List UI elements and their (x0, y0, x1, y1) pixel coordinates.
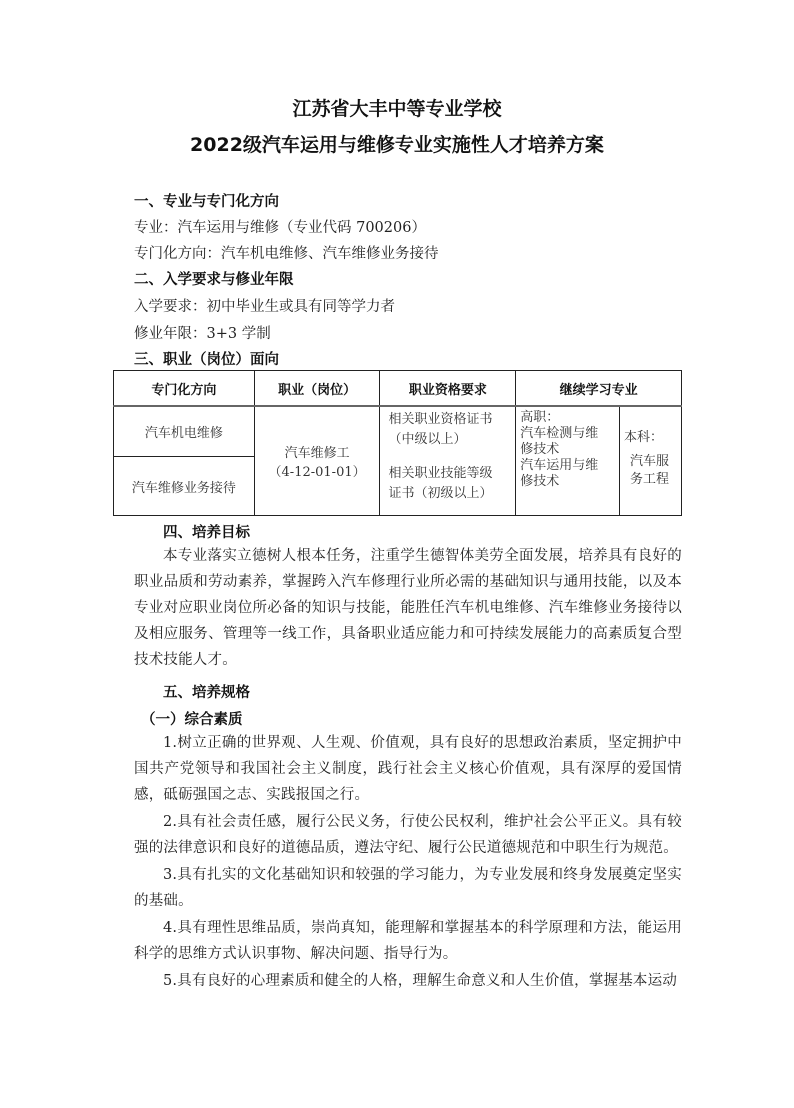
header-occupation: 职业（岗位） (254, 371, 380, 407)
specialization-line: 专门化方向：汽车机电维修、汽车维修业务接待 (134, 246, 439, 262)
header-direction: 专门化方向 (114, 371, 255, 407)
requirement-line: （中级以上） (388, 432, 467, 447)
quality-item-5: 5.具有良好的心理素质和健全的人格，理解生命意义和人生价值，掌握基本运动 (163, 973, 678, 989)
quality-item-2: 2.具有社会责任感，履行公民义务，行使公民权利，维护社会公平正义。具有较强的法律意识和良好的道德品质，遵法守纪、履行公民道德规范和中职生行为规范。 (134, 814, 682, 856)
section4-heading: 四、培养目标 (163, 525, 250, 541)
quality-item-1: 1.树立正确的世界观、人生观、价值观，具有良好的思想政治素质，坚定拥护中国共产党领导和我国社会主义制度，践行社会主义核心价值观，具有深厚的爱国情感，砥砺强国之志、实践报国之行。 (134, 735, 682, 803)
section3-heading: 三、职业（岗位）面向 (134, 352, 279, 368)
requirement-line: 相关职业技能等级 (388, 466, 493, 481)
table-row (114, 406, 682, 457)
undergrad-major: 汽车服 (630, 454, 670, 469)
header-requirements: 职业资格要求 (380, 371, 516, 407)
occupation-name: 汽车维修工 (284, 446, 350, 461)
undergrad-major: 务工程 (630, 472, 670, 487)
section2-heading: 二、入学要求与修业年限 (134, 272, 294, 288)
vocational-major: 修技术 (520, 442, 560, 457)
duration-line: 修业年限：3+3 学制 (134, 326, 271, 342)
school-name: 江苏省大丰中等专业学校 (292, 98, 502, 120)
vocational-study-cell (516, 406, 620, 516)
objective-paragraph: 本专业落实立德树人根本任务，注重学生德智体美劳全面发展，培养具有良好的职业品质和劳动素养，掌握跨入汽车修理行业所必需的基础知识与通用技能，以及本专业对应职业岗位所必备的知识与技能，能胜任汽车机电维修、汽车维修业务接待以及相应服务、管理等一线工作，具备职业适应能力和可持续发展能力的高素质复合型技术技能人才。 (134, 548, 682, 668)
quality-item-3: 3.具有扎实的文化基础知识和较强的学习能力，为专业发展和终身发展奠定坚实的基础。 (134, 867, 682, 909)
undergrad-study-cell (620, 406, 682, 516)
direction-cell: 汽车维修业务接待 (114, 457, 255, 516)
section5-heading: 五、培养规格 (163, 685, 250, 701)
undergrad-label: 本科： (624, 430, 664, 445)
direction-cell: 汽车机电维修 (114, 406, 255, 457)
requirement-line: 相关职业资格证书 (388, 412, 493, 427)
section1-heading: 一、专业与专门化方向 (134, 194, 279, 210)
vocational-label: 高职： (520, 410, 560, 425)
vocational-major: 修技术 (520, 474, 560, 489)
occupation-cell (254, 406, 380, 516)
table-header-row (114, 371, 682, 407)
section5-subheading: （一）综合素质 (141, 712, 243, 728)
admission-line: 入学要求：初中毕业生或具有同等学力者 (134, 299, 395, 315)
vocational-major: 汽车运用与维 (520, 458, 599, 473)
occupation-code: （4-12-01-01） (268, 465, 366, 480)
major-line: 专业：汽车运用与维修（专业代码 700206） (134, 220, 426, 236)
document-title: 2022级汽车运用与维修专业实施性人才培养方案 (190, 134, 604, 156)
career-table (113, 370, 682, 516)
requirement-line: 证书（初级以上） (388, 486, 493, 501)
vocational-major: 汽车检测与维 (520, 426, 599, 441)
requirements-cell (380, 406, 516, 516)
quality-item-4: 4.具有理性思维品质，崇尚真知，能理解和掌握基本的科学原理和方法，能运用科学的思维方式认识事物、解决问题、指导行为。 (134, 920, 682, 962)
header-further-study: 继续学习专业 (516, 371, 682, 407)
